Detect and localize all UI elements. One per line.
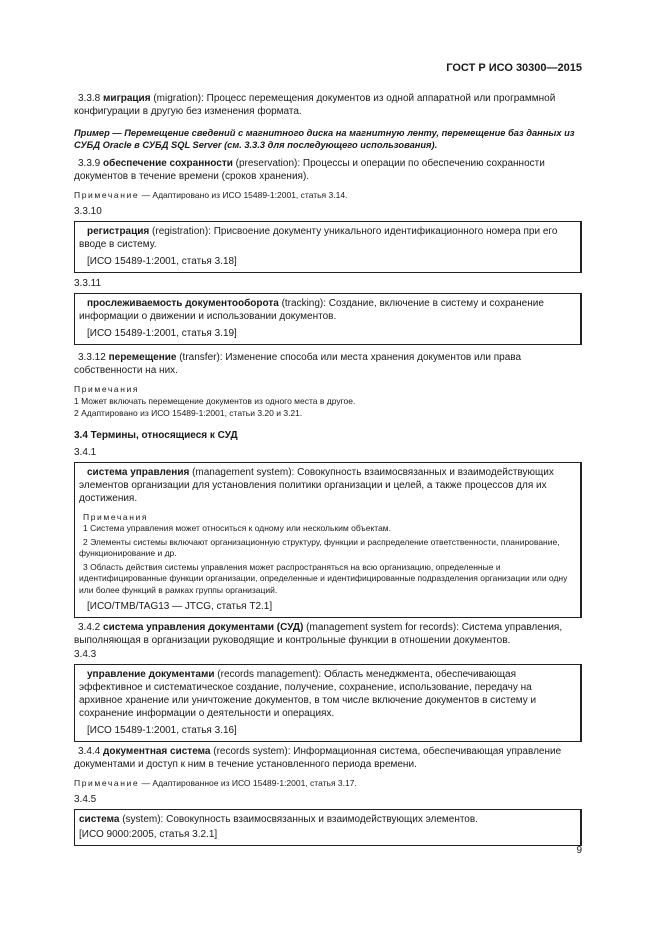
term-name: система управления документами (СУД) (103, 622, 304, 633)
note-item: 1 Система управления может относиться к одному или нескольким объектам. (83, 523, 392, 533)
term-number: 3.4.2 (78, 622, 101, 633)
term-3-3-9 (74, 157, 582, 183)
term-definition: (system): Совокупность взаимосвязанных и взаимодействующих элементов. (119, 814, 478, 825)
term-number: 3.3.12 (78, 352, 106, 363)
term-number: 3.4.5 (74, 794, 97, 805)
term-number: 3.4.1 (74, 447, 97, 458)
note-item: 2 Элементы системы включают организационную структуру, функции и распределение ответственности, планирование, функционирование и др. (79, 536, 560, 558)
term-number: 3.4.3 (74, 649, 97, 660)
term-name: система управления (87, 467, 190, 478)
term-number: 3.3.11 (74, 278, 102, 289)
notes-label: Примечания (83, 512, 149, 522)
term-definition: (management system): Совокупность взаимосвязанных и взаимодействующих элементов организации для установления политики организации и целей, а также процессов для их достижения. (79, 467, 554, 504)
term-box-3-3-10 (74, 221, 582, 273)
note-text: — Адаптированное из ИСО 15489-1:2001, статья 3.17. (139, 778, 357, 788)
term-name: миграция (103, 93, 151, 104)
term-name: перемещение (108, 352, 177, 363)
term-definition: (tracking): Создание, включение в систему и сохранение информации о движении и использовании документов. (79, 298, 544, 322)
term-name: обеспечение сохранности (103, 158, 233, 169)
term-name: управление документами (87, 669, 215, 680)
term-definition: (registration): Присвоение документу уникального идентификационного номера при его вводе в систему. (79, 226, 558, 250)
note-item: 3 Область действия системы управления может распространяться на всю организацию, определенные и идентифицированные функции организации, определенные и идентифицированные подразделения организации или одну или более функций в рамках группы организаций. (79, 561, 568, 595)
page-number: 9 (576, 845, 582, 856)
note-label: Примечание (74, 190, 140, 200)
term-number: 3.4.4 (78, 746, 101, 757)
term-definition: (records management): Область менеджмента, обеспечивающая эффективное и систематическое создание, получение, сохранение, использование, передачу на архивное хранение или уничтожение документов, в том числе включение документов в систему и сохранение информации о деятельности и операциях. (79, 669, 537, 719)
term-reference: [ИСО 15489-1:2001, статья 3.18] (87, 256, 237, 267)
term-3-4-4 (74, 745, 582, 771)
term-3-3-8 (74, 92, 582, 118)
term-definition: (migration): Процесс перемещения документов из одной аппаратной или программной конфигурации в другую без изменения формата. (74, 93, 556, 117)
term-number: 3.3.9 (78, 158, 101, 169)
note-label: Примечание (74, 778, 140, 788)
note-item: 2 Адаптировано из ИСО 15489-1:2001, статьи 3.20 и 3.21. (74, 408, 303, 418)
document-body (74, 92, 582, 846)
section-heading: 3.4 Термины, относящиеся к СУД (74, 430, 238, 441)
term-3-3-12 (74, 351, 582, 377)
term-definition: (records system): Информационная система, обеспечивающая управление документами и доступ к ним в течение установленного периода времени. (74, 746, 562, 770)
note-3-3-9 (74, 189, 582, 201)
term-name: система (79, 814, 120, 825)
term-reference: [ИСО/TMB/TAG13 — JTCG, статья Т2.1] (87, 601, 273, 612)
notes-label: Примечания (74, 384, 140, 394)
term-reference: [ИСО 15489-1:2001, статья 3.19] (87, 328, 237, 339)
term-definition: (preservation): Процессы и операции по обеспечению сохранности документов в течение времени (сроков хранения). (74, 158, 545, 182)
term-box-3-4-3 (74, 664, 582, 742)
term-number: 3.3.10 (74, 206, 102, 217)
term-definition: (transfer): Изменение способа или места хранения документов или права собственности на них. (74, 352, 522, 376)
standard-code-header: ГОСТ Р ИСО 30300—2015 (446, 62, 582, 74)
term-name: прослеживаемость документооборота (87, 298, 279, 309)
term-reference: [ИСО 9000:2005, статья 3.2.1] (79, 829, 218, 840)
term-3-4-2 (74, 621, 582, 647)
term-reference: [ИСО 15489-1:2001, статья 3.16] (87, 725, 237, 736)
note-text: — Адаптировано из ИСО 15489-1:2001, статья 3.14. (139, 190, 348, 200)
example-text: Пример — Перемещение сведений с магнитного диска на магнитную ленту, перемещение баз данных из СУБД Oracle в СУБД SQL Server (см. 3.3.3 для последующего использования). (74, 128, 575, 150)
note-item: 1 Может включать перемещение документов из одного места в другое. (74, 396, 356, 406)
term-box-3-4-1 (74, 462, 582, 618)
term-number: 3.3.8 (78, 93, 101, 104)
term-box-3-4-5 (74, 809, 582, 846)
term-definition: (management system for records): Система управления, выполняющая в организации руководящие и контрольные функции в отношении документов. (74, 622, 563, 646)
term-name: регистрация (87, 226, 150, 237)
note-3-4-4 (74, 777, 582, 789)
term-name: документная система (103, 746, 211, 757)
term-box-3-3-11 (74, 293, 582, 345)
